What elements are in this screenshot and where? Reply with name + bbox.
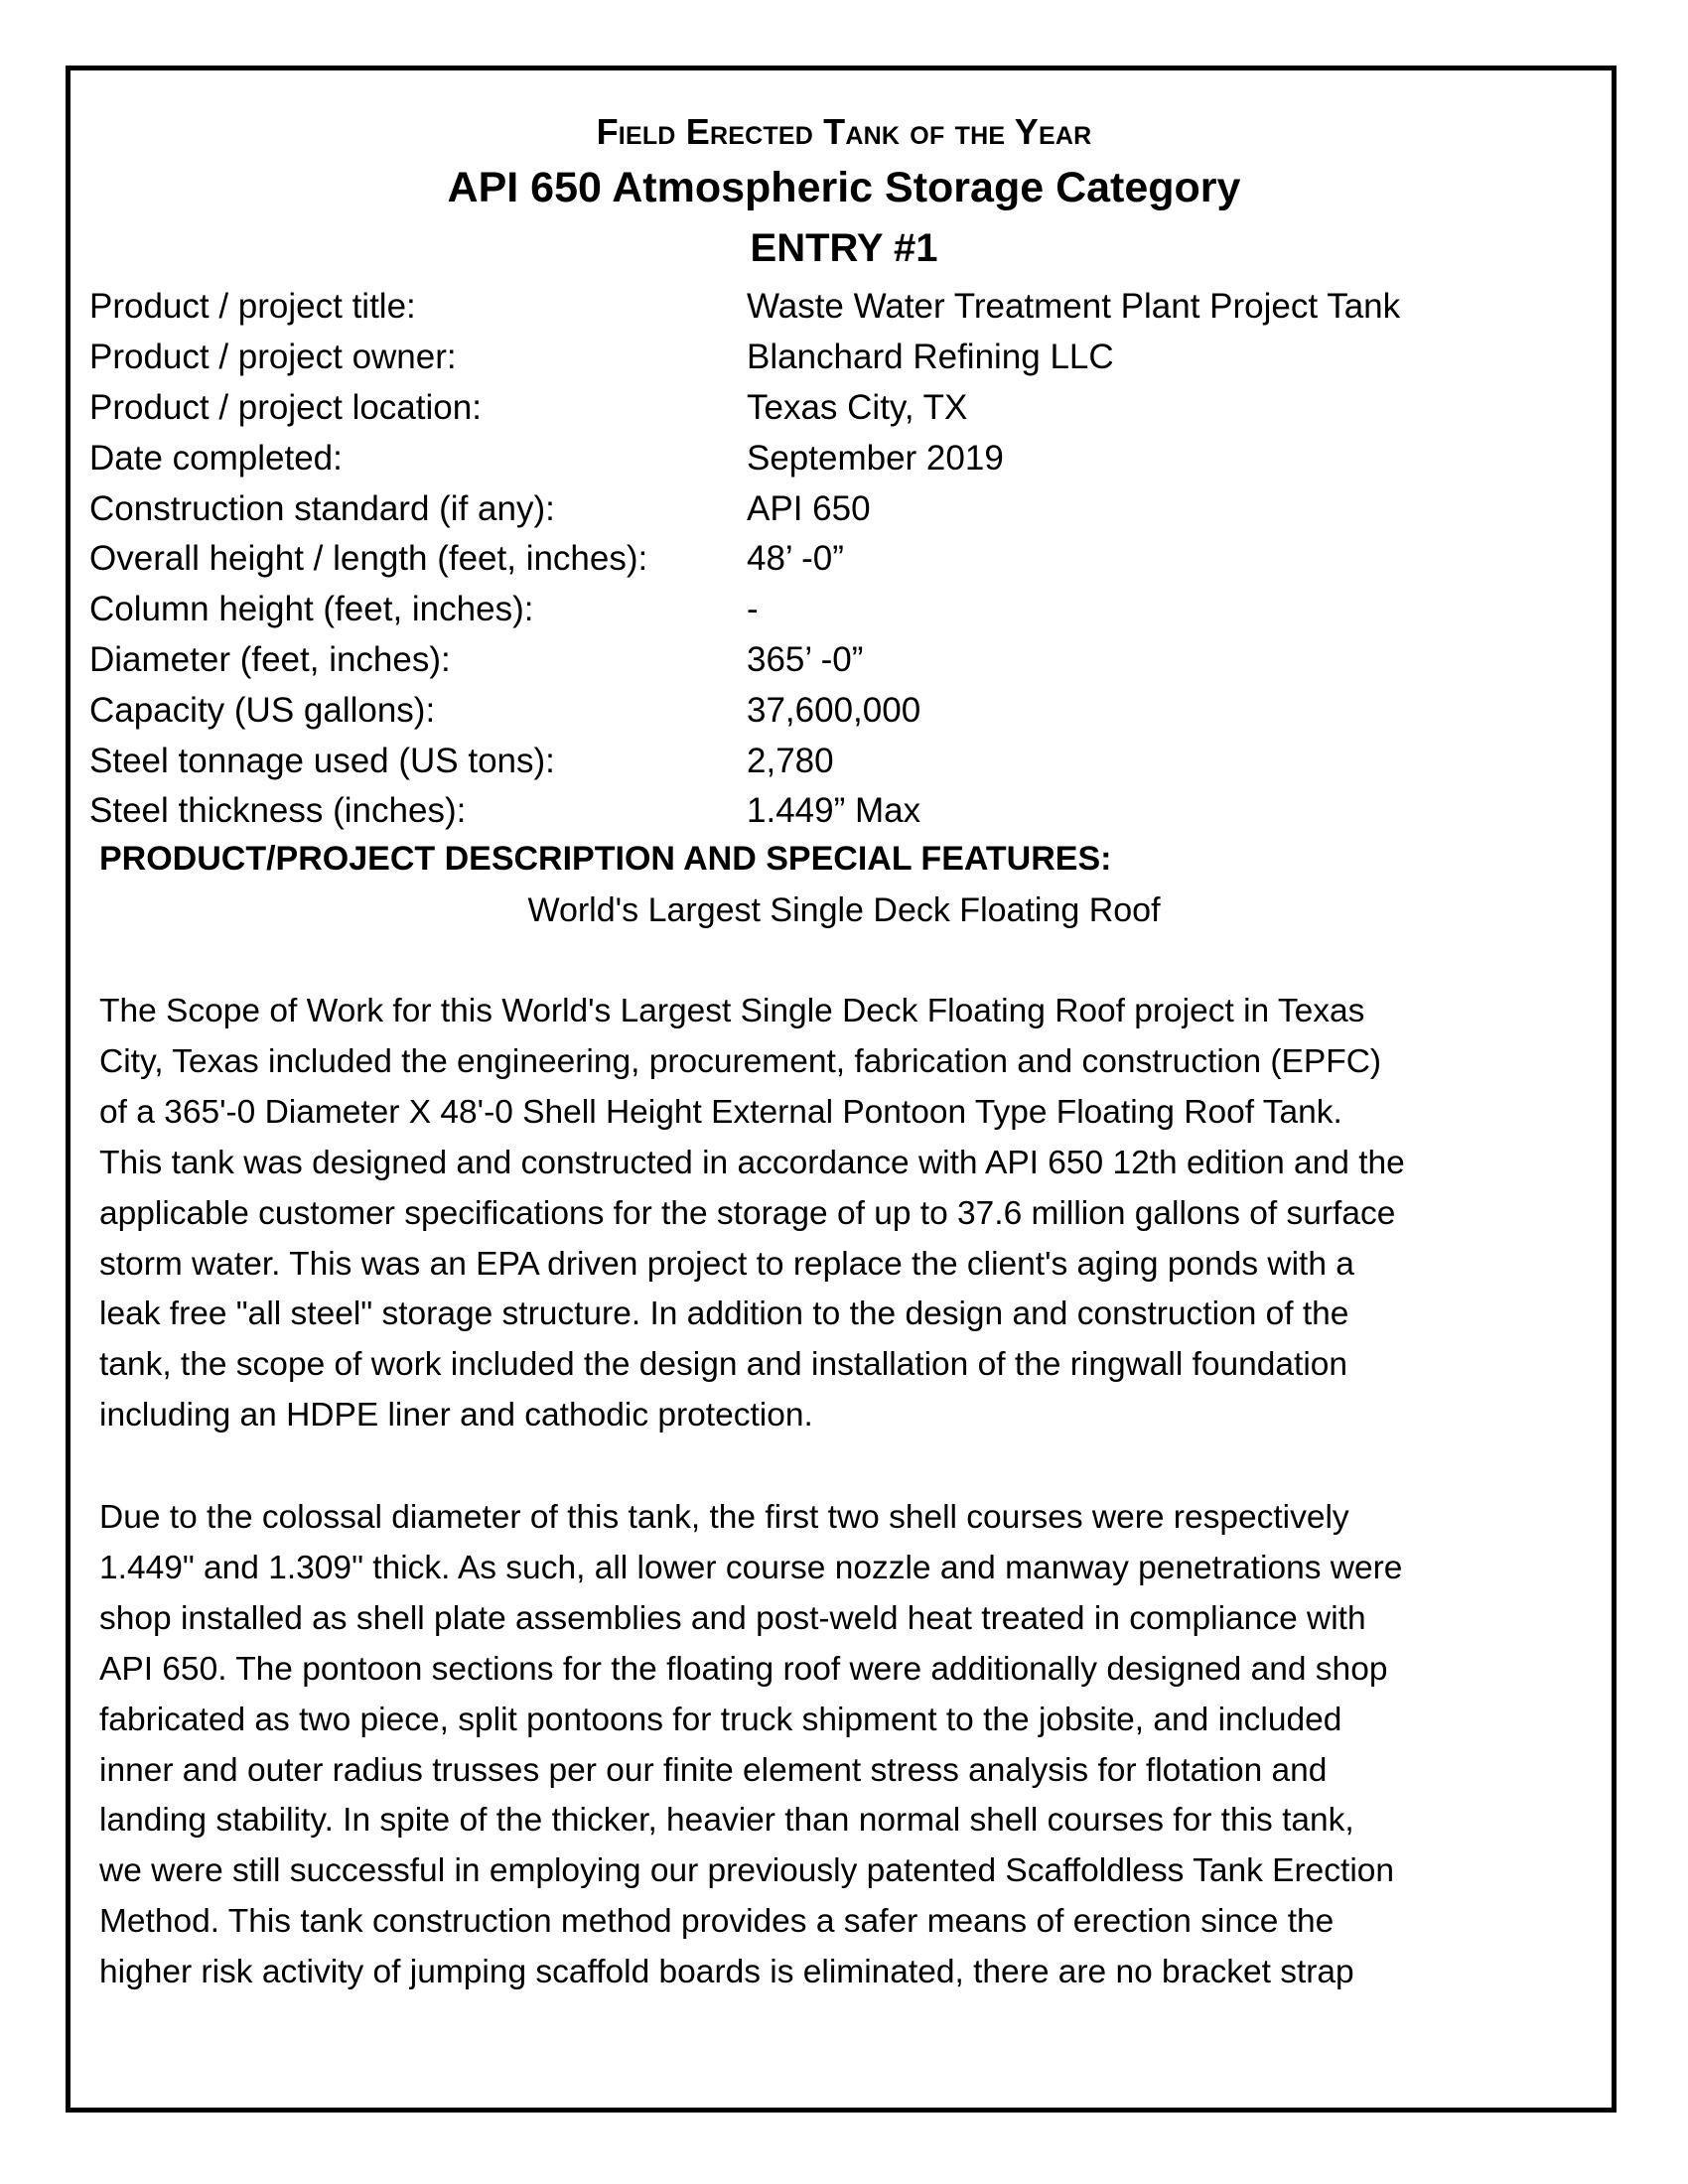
field-value: Texas City, TX [747,387,968,427]
field-value: 48’ -0” [747,539,844,579]
paragraph-line: The Scope of Work for this World's Largest Single Deck Floating Roof project in Texas [99,993,1365,1029]
paragraph-line: fabricated as two piece, split pontoons for truck shipment to the jobsite, and included [99,1701,1342,1738]
field-value: 1.449” Max [747,791,921,831]
paragraph-line: 1.449" and 1.309" thick. As such, all lower course nozzle and manway penetrations were [99,1549,1403,1586]
field-value: 37,600,000 [747,690,921,730]
description-subtitle: World's Largest Single Deck Floating Roof [527,891,1161,929]
field-row-overall-height [89,534,1559,585]
field-value: API 650 [747,488,871,528]
field-row-date-completed [89,433,1559,483]
field-label: Construction standard (if any): [89,488,555,528]
paragraph-line: Due to the colossal diameter of this tank, the first two shell courses were respectively [99,1499,1349,1536]
description-paragraph-1 [99,987,1599,1441]
field-label: Date completed: [89,438,343,478]
field-row-diameter [89,635,1559,686]
description-heading: PRODUCT/PROJECT DESCRIPTION AND SPECIAL FEATURES: [99,840,1112,878]
paragraph-line: API 650. The pontoon sections for the floating roof were additionally designed and shop [99,1650,1388,1688]
paragraph-line: we were still successful in employing our previously patented Scaffoldless Tank Erection [99,1852,1395,1890]
paragraph-line: landing stability. In spite of the thicker, heavier than normal shell courses for this tank, [99,1802,1354,1840]
entry-number: ENTRY #1 [750,226,938,270]
field-label: Diameter (feet, inches): [89,639,451,679]
category-title: API 650 Atmospheric Storage Category [447,164,1241,211]
paragraph-line: This tank was designed and constructed in accordance with API 650 12th edition and the [99,1144,1405,1181]
field-label: Product / project owner: [89,338,457,377]
field-label: Product / project location: [89,387,482,427]
field-row-steel-thickness [89,786,1559,837]
paragraph-line: including an HDPE liner and cathodic protection. [99,1397,813,1434]
paragraph-line: applicable customer specifications for the storage of up to 37.6 million gallons of surface [99,1194,1396,1232]
paragraph-line: storm water. This was an EPA driven project to replace the client's aging ponds with a [99,1245,1354,1283]
field-value: 365’ -0” [747,639,864,679]
paragraph-line: shop installed as shell plate assemblies and post-weld heat treated in compliance with [99,1599,1366,1637]
paragraph-line: Method. This tank construction method provides a safer means of erection since the [99,1903,1335,1941]
paragraph-line: of a 365'-0 Diameter X 48'-0 Shell Height External Pontoon Type Floating Roof Tank. [99,1093,1342,1131]
field-value: Blanchard Refining LLC [747,338,1114,377]
field-label: Column height (feet, inches): [89,590,534,629]
project-fields [89,282,1559,837]
field-label: Steel thickness (inches): [89,791,467,831]
field-row-owner [89,333,1559,383]
field-label: Overall height / length (feet, inches): [89,539,648,579]
field-row-location [89,383,1559,434]
paragraph-line: leak free "all steel" storage structure. In addition to the design and construction of the [99,1296,1349,1333]
field-value: - [747,590,759,629]
description-paragraph-2 [99,1493,1599,1998]
paragraph-line: higher risk activity of jumping scaffold boards is eliminated, there are no bracket strap [99,1954,1354,1991]
field-label: Steel tonnage used (US tons): [89,741,555,780]
field-value: September 2019 [747,438,1004,478]
field-label: Product / project title: [89,287,416,327]
field-row-column-height [89,585,1559,635]
paragraph-line: City, Texas included the engineering, procurement, fabrication and construction (EPFC) [99,1042,1382,1080]
field-row-steel-tonnage [89,736,1559,786]
paragraph-line: inner and outer radius trusses per our finite element stress analysis for flotation and [99,1751,1328,1789]
field-row-title [89,282,1559,333]
field-value: 2,780 [747,741,834,780]
award-title: Field Erected Tank of the Year [596,111,1092,152]
field-row-capacity [89,685,1559,736]
paragraph-line: tank, the scope of work included the design and installation of the ringwall foundation [99,1346,1348,1384]
field-value: Waste Water Treatment Plant Project Tank [747,287,1401,327]
field-label: Capacity (US gallons): [89,690,436,730]
field-row-construction-standard [89,483,1559,534]
